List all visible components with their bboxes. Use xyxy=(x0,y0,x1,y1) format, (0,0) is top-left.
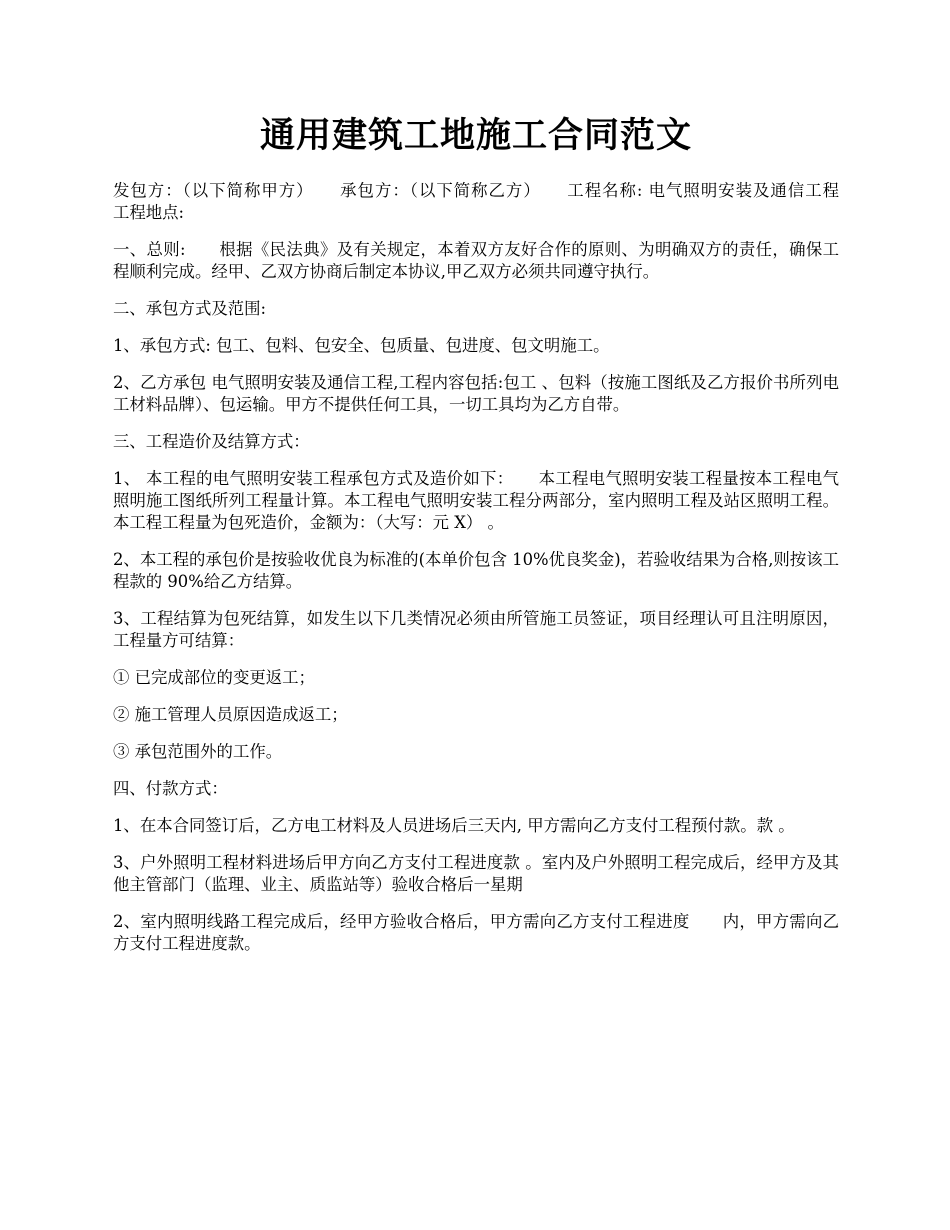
paragraph-contract-method: 1、承包方式: 包工、包料、包安全、包质量、包进度、包文明施工。 xyxy=(113,336,610,355)
heading-payment-method: 四、付款方式： xyxy=(113,779,228,798)
paragraph-settlement-conditions: 3、工程结算为包死结算，如发生以下几类情况必须由所管施工员签证，项目经理认可且注明原因，工程量方可结算： xyxy=(113,609,839,650)
list-item-rework-completed: ① 已完成部位的变更返工； xyxy=(113,668,315,687)
list-item-out-of-scope: ③ 承包范围外的工作。 xyxy=(113,742,283,761)
paragraph-indoor-progress-payment: 2、室内照明线路工程完成后，经甲方验收合格后，甲方需向乙方支付工程进度 内，甲方需向乙方支付工程进度款。 xyxy=(113,912,839,953)
paragraph-parties: 发包方：（以下简称甲方） 承包方：（以下简称乙方） 工程名称: 电气照明安装及通信工程 工程地点: xyxy=(113,181,872,222)
document-title: 通用建筑工地施工合同范文 xyxy=(259,115,692,156)
heading-cost-settlement: 三、工程造价及结算方式： xyxy=(113,432,310,451)
list-item-rework-management: ② 施工管理人员原因造成返工； xyxy=(113,705,348,724)
paragraph-contract-price: 2、本工程的承包价是按验收优良为标准的(本单价包含 10%优良奖金)，若验收结果为合格,则按该工程款的 90%给乙方结算。 xyxy=(113,550,839,591)
paragraph-cost-method: 1、 本工程的电气照明安装工程承包方式及造价如下： 本工程电气照明安装工程量按本工程电气照明施工图纸所列工程量计算。本工程电气照明安装工程分两部分，室内照明工程及站区照明工程。 本工程工程量为包死造价，金额为：（大写：元 X） 。 xyxy=(113,469,845,532)
paragraph-contract-content: 2、乙方承包 电气照明安装及通信工程,工程内容包括:包工 、包料（按施工图纸及乙方报价书所列电工材料品牌）、包运输。甲方不提供任何工具，一切工具均为乙方自带。 xyxy=(113,373,839,414)
paragraph-advance-payment: 1、在本合同签订后，乙方电工材料及人员进场后三天内, 甲方需向乙方支付工程预付款。款 。 xyxy=(113,816,795,835)
paragraph-general-principles: 一、总则: 根据《民法典》及有关规定，本着双方友好合作的原则、为明确双方的责任，确保工程顺利完成。经甲、乙双方协商后制定本协议,甲乙双方必须共同遵守执行。 xyxy=(113,240,839,281)
document-page xyxy=(113,112,872,970)
paragraph-outdoor-progress-payment: 3、户外照明工程材料进场后甲方向乙方支付工程进度款 。室内及户外照明工程完成后，经甲方及其他主管部门（监理、业主、质监站等）验收合格后一星期 xyxy=(113,853,839,894)
heading-contract-scope: 二、承包方式及范围: xyxy=(113,299,267,318)
